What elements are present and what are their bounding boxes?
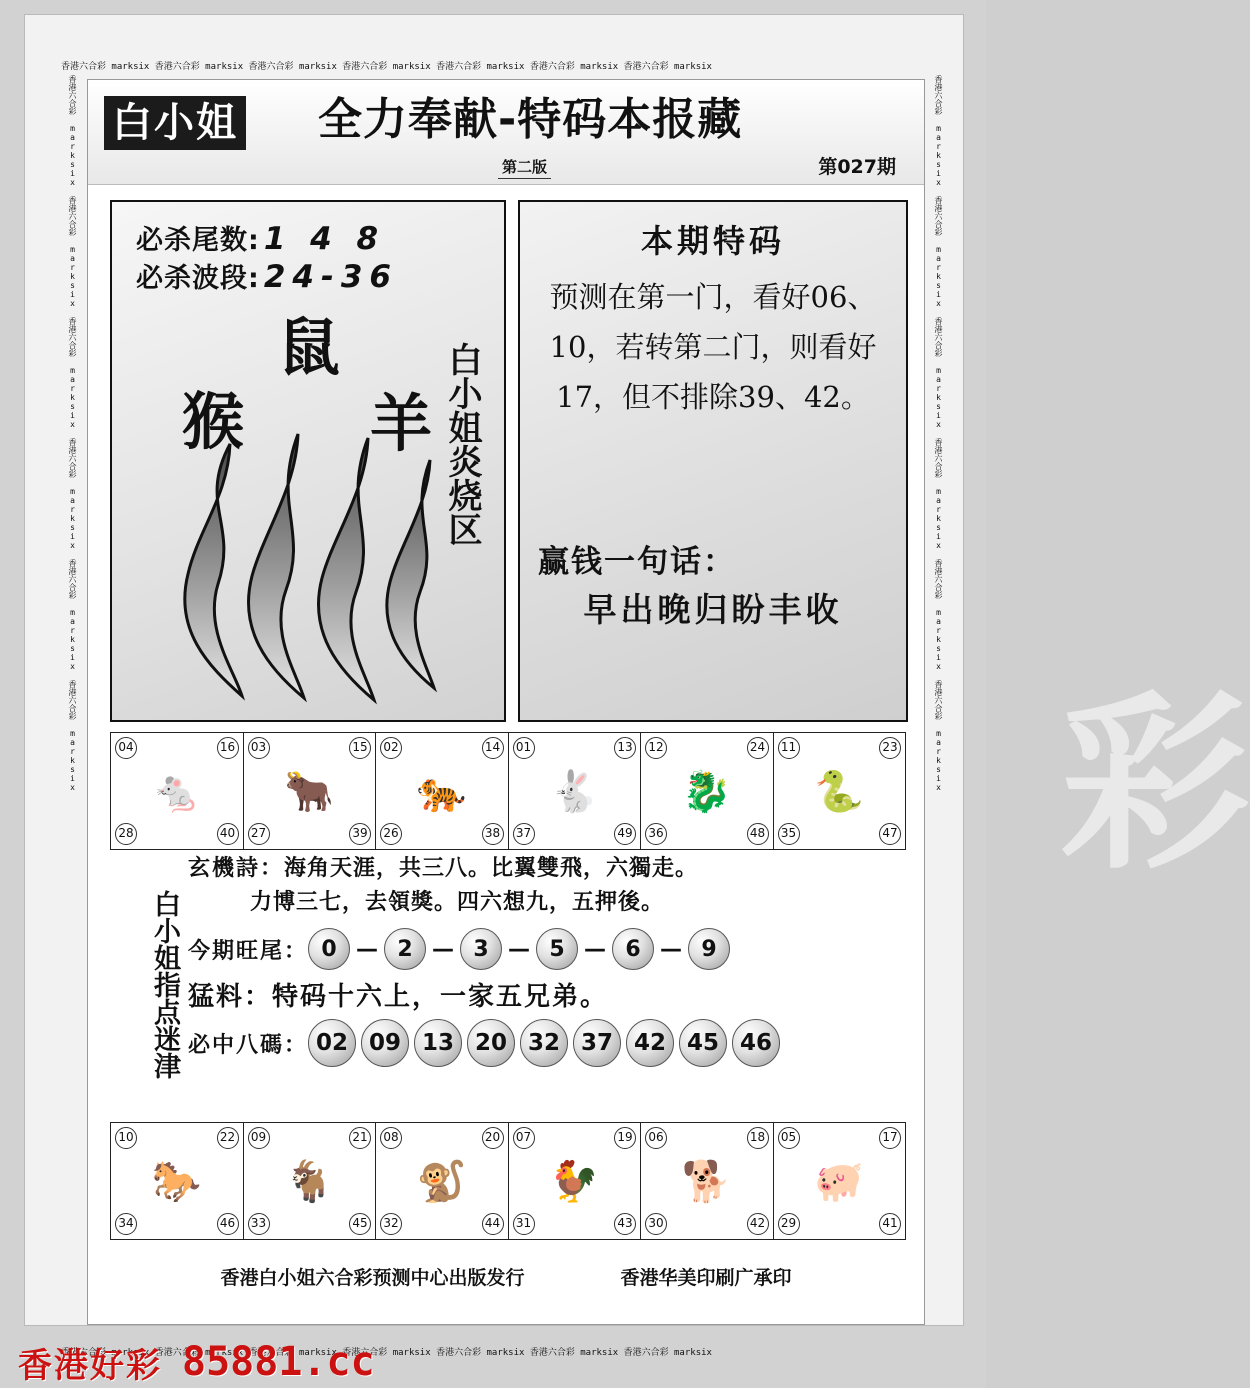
number-bottom-right: 41	[879, 1213, 901, 1235]
number-top-left: 01	[513, 737, 535, 759]
number-top-right: 20	[482, 1127, 504, 1149]
edition-label: 第二版	[498, 156, 551, 179]
zodiac-cell	[376, 1123, 509, 1239]
zodiac-cell	[509, 1123, 642, 1239]
number-bottom-right: 40	[217, 823, 239, 845]
masthead	[88, 80, 924, 185]
number-top-right: 18	[747, 1127, 769, 1149]
brand-logo: 白小姐	[104, 96, 246, 150]
page-title: 全力奉献-特码本报藏	[318, 94, 743, 145]
kill-wave-values: 24-36	[263, 259, 398, 295]
hot-tail-ball: 2	[384, 928, 426, 970]
number-bottom-left: 31	[513, 1213, 535, 1235]
kill-tail-label: 必杀尾数:	[136, 225, 260, 256]
zodiac-number-strip-top	[110, 732, 906, 850]
number-top-right: 13	[614, 737, 636, 759]
watermark-text: 香港好彩	[18, 1345, 162, 1386]
issue-number: 第027期	[818, 156, 896, 178]
hot-tail-ball: 0	[308, 928, 350, 970]
zodiac-cell	[111, 1123, 244, 1239]
zodiac-cell	[641, 1123, 774, 1239]
dash-separator: —	[508, 936, 531, 962]
number-top-left: 10	[115, 1127, 137, 1149]
hot-tail-label: 今期旺尾：	[188, 938, 309, 964]
monkey-icon: 🐒	[416, 1158, 467, 1205]
eight-numbers-row	[188, 1019, 904, 1067]
number-bottom-right: 42	[747, 1213, 769, 1235]
number-bottom-left: 28	[115, 823, 137, 845]
horse-icon: 🐎	[151, 1158, 202, 1205]
number-top-right: 23	[879, 737, 901, 759]
tip-text: 特码十六上，一家五兄弟。	[272, 982, 609, 1012]
border-strip-right: 香港六合彩 marksix 香港六合彩 marksix 香港六合彩 marksix 香港六合彩 marksix 香港六合彩 marksix 香港六合彩 marksix	[934, 75, 943, 792]
number-top-right: 16	[217, 737, 239, 759]
poem-block	[188, 852, 904, 920]
dragon-icon: 🐉	[681, 768, 732, 815]
zodiac-monkey: 猴	[182, 385, 245, 458]
rooster-icon: 🐓	[549, 1158, 600, 1205]
rabbit-icon: 🐇	[549, 768, 600, 815]
poem-line-2: 力博三七，去領獎。四六想九，五押後。	[250, 890, 665, 915]
flame-illustration	[168, 434, 468, 702]
number-bottom-left: 34	[115, 1213, 137, 1235]
zodiac-cell	[641, 733, 774, 849]
snake-icon: 🐍	[814, 768, 865, 815]
zodiac-cell	[774, 733, 906, 849]
number-top-left: 08	[380, 1127, 402, 1149]
dash-separator: —	[356, 936, 379, 962]
number-top-left: 03	[248, 737, 270, 759]
zodiac-goat: 羊	[370, 387, 433, 460]
number-top-left: 11	[778, 737, 800, 759]
kill-tail-row	[136, 218, 385, 257]
zodiac-cell	[376, 733, 509, 849]
number-bottom-left: 33	[248, 1213, 270, 1235]
hot-tail-ball: 6	[612, 928, 654, 970]
number-top-right: 24	[747, 737, 769, 759]
lucky-ball: 42	[626, 1019, 674, 1067]
number-bottom-right: 49	[614, 823, 636, 845]
section-vertical-label: 白小姐指点迷津	[149, 889, 180, 1079]
tip-row	[188, 976, 904, 1013]
number-bottom-left: 26	[380, 823, 402, 845]
number-top-left: 07	[513, 1127, 535, 1149]
number-top-left: 06	[645, 1127, 667, 1149]
hot-tail-ball: 3	[460, 928, 502, 970]
number-bottom-left: 30	[645, 1213, 667, 1235]
number-bottom-left: 35	[778, 823, 800, 845]
number-top-left: 04	[115, 737, 137, 759]
forecast-title: 本期特码	[640, 222, 785, 260]
kill-wave-row	[136, 256, 398, 295]
dog-icon: 🐕	[681, 1158, 732, 1205]
number-top-left: 09	[248, 1127, 270, 1149]
number-bottom-right: 46	[217, 1213, 239, 1235]
number-bottom-right: 47	[879, 823, 901, 845]
zodiac-cell	[774, 1123, 906, 1239]
number-bottom-right: 44	[482, 1213, 504, 1235]
watermark-glyph: 彩	[1060, 674, 1250, 895]
lucky-ball: 32	[520, 1019, 568, 1067]
zodiac-cell	[244, 733, 377, 849]
dash-separator: —	[660, 936, 683, 962]
number-top-right: 22	[217, 1127, 239, 1149]
site-watermark	[0, 1336, 986, 1388]
number-top-right: 19	[614, 1127, 636, 1149]
kill-wave-label: 必杀波段:	[136, 263, 260, 294]
zodiac-cell	[111, 733, 244, 849]
border-strip-top: 香港六合彩 marksix 香港六合彩 marksix 香港六合彩 marksix 香港六合彩 marksix 香港六合彩 marksix 香港六合彩 marksix 香港六合彩 marksix	[61, 62, 712, 72]
publisher-right: 香港华美印刷广承印	[620, 1266, 792, 1289]
panel-vertical-label: 白小姐炎烧区	[442, 342, 482, 546]
number-bottom-right: 48	[747, 823, 769, 845]
lucky-ball: 46	[732, 1019, 780, 1067]
ox-icon: 🐂	[284, 768, 335, 815]
kill-panel	[110, 200, 506, 722]
tip-label: 猛料：	[188, 982, 273, 1012]
number-bottom-left: 27	[248, 823, 270, 845]
watermark-url: 85881.cc	[182, 1339, 375, 1385]
number-top-right: 17	[879, 1127, 901, 1149]
win-phrase-text: 早出晚归盼丰收	[583, 590, 843, 629]
number-bottom-left: 37	[513, 823, 535, 845]
number-bottom-left: 32	[380, 1213, 402, 1235]
goat-icon: 🐐	[284, 1158, 335, 1205]
lucky-ball: 13	[414, 1019, 462, 1067]
number-top-right: 14	[482, 737, 504, 759]
number-bottom-right: 43	[614, 1213, 636, 1235]
middle-content	[188, 852, 904, 1067]
hot-tail-ball: 5	[536, 928, 578, 970]
number-top-left: 02	[380, 737, 402, 759]
hot-tail-balls	[308, 928, 730, 970]
publisher-footer	[88, 1256, 924, 1296]
middle-section	[110, 852, 904, 1118]
number-bottom-right: 39	[349, 823, 371, 845]
eight-label: 必中八碼：	[188, 1032, 309, 1058]
lucky-ball: 09	[361, 1019, 409, 1067]
publisher-left: 香港白小姐六合彩预测中心出版发行	[220, 1266, 525, 1289]
border-strip-left: 香港六合彩 marksix 香港六合彩 marksix 香港六合彩 marksix 香港六合彩 marksix 香港六合彩 marksix 香港六合彩 marksix	[68, 75, 77, 792]
win-phrase-label: 赢钱一句话：	[538, 544, 736, 580]
zodiac-number-strip-bottom	[110, 1122, 906, 1240]
lucky-ball: 20	[467, 1019, 515, 1067]
number-bottom-left: 29	[778, 1213, 800, 1235]
zodiac-cell	[244, 1123, 377, 1239]
newspaper-sheet	[24, 14, 1250, 1358]
poem-label: 玄機詩：	[188, 856, 285, 881]
number-top-left: 05	[778, 1127, 800, 1149]
zodiac-cell	[509, 733, 642, 849]
forecast-text: 预测在第一门，看好06、10，若转第二门，则看好17，但不排除39、42。	[549, 280, 877, 414]
number-top-right: 21	[349, 1127, 371, 1149]
kill-tail-values: 1 4 8	[263, 221, 386, 257]
hot-tail-row	[188, 928, 904, 970]
dash-separator: —	[432, 936, 455, 962]
dash-separator: —	[584, 936, 607, 962]
number-top-right: 15	[349, 737, 371, 759]
lucky-ball: 45	[679, 1019, 727, 1067]
border-strip-bottom: 香港六合彩 marksix 香港六合彩 marksix 香港六合彩 marksix 香港六合彩 marksix 香港六合彩 marksix 香港六合彩 marksix 香港六合彩 marksix	[61, 1348, 712, 1358]
hot-tail-ball: 9	[688, 928, 730, 970]
tiger-icon: 🐅	[416, 768, 467, 815]
lucky-ball: 37	[573, 1019, 621, 1067]
poem-line-1: 海角天涯，共三八。比翼雙飛，六獨走。	[284, 856, 699, 881]
lucky-ball: 02	[308, 1019, 356, 1067]
number-bottom-left: 36	[645, 823, 667, 845]
number-top-left: 12	[645, 737, 667, 759]
number-bottom-right: 45	[349, 1213, 371, 1235]
number-bottom-right: 38	[482, 823, 504, 845]
rat-icon: 🐁	[151, 768, 202, 815]
pig-icon: 🐖	[814, 1158, 865, 1205]
zodiac-rat: 鼠	[278, 311, 341, 384]
